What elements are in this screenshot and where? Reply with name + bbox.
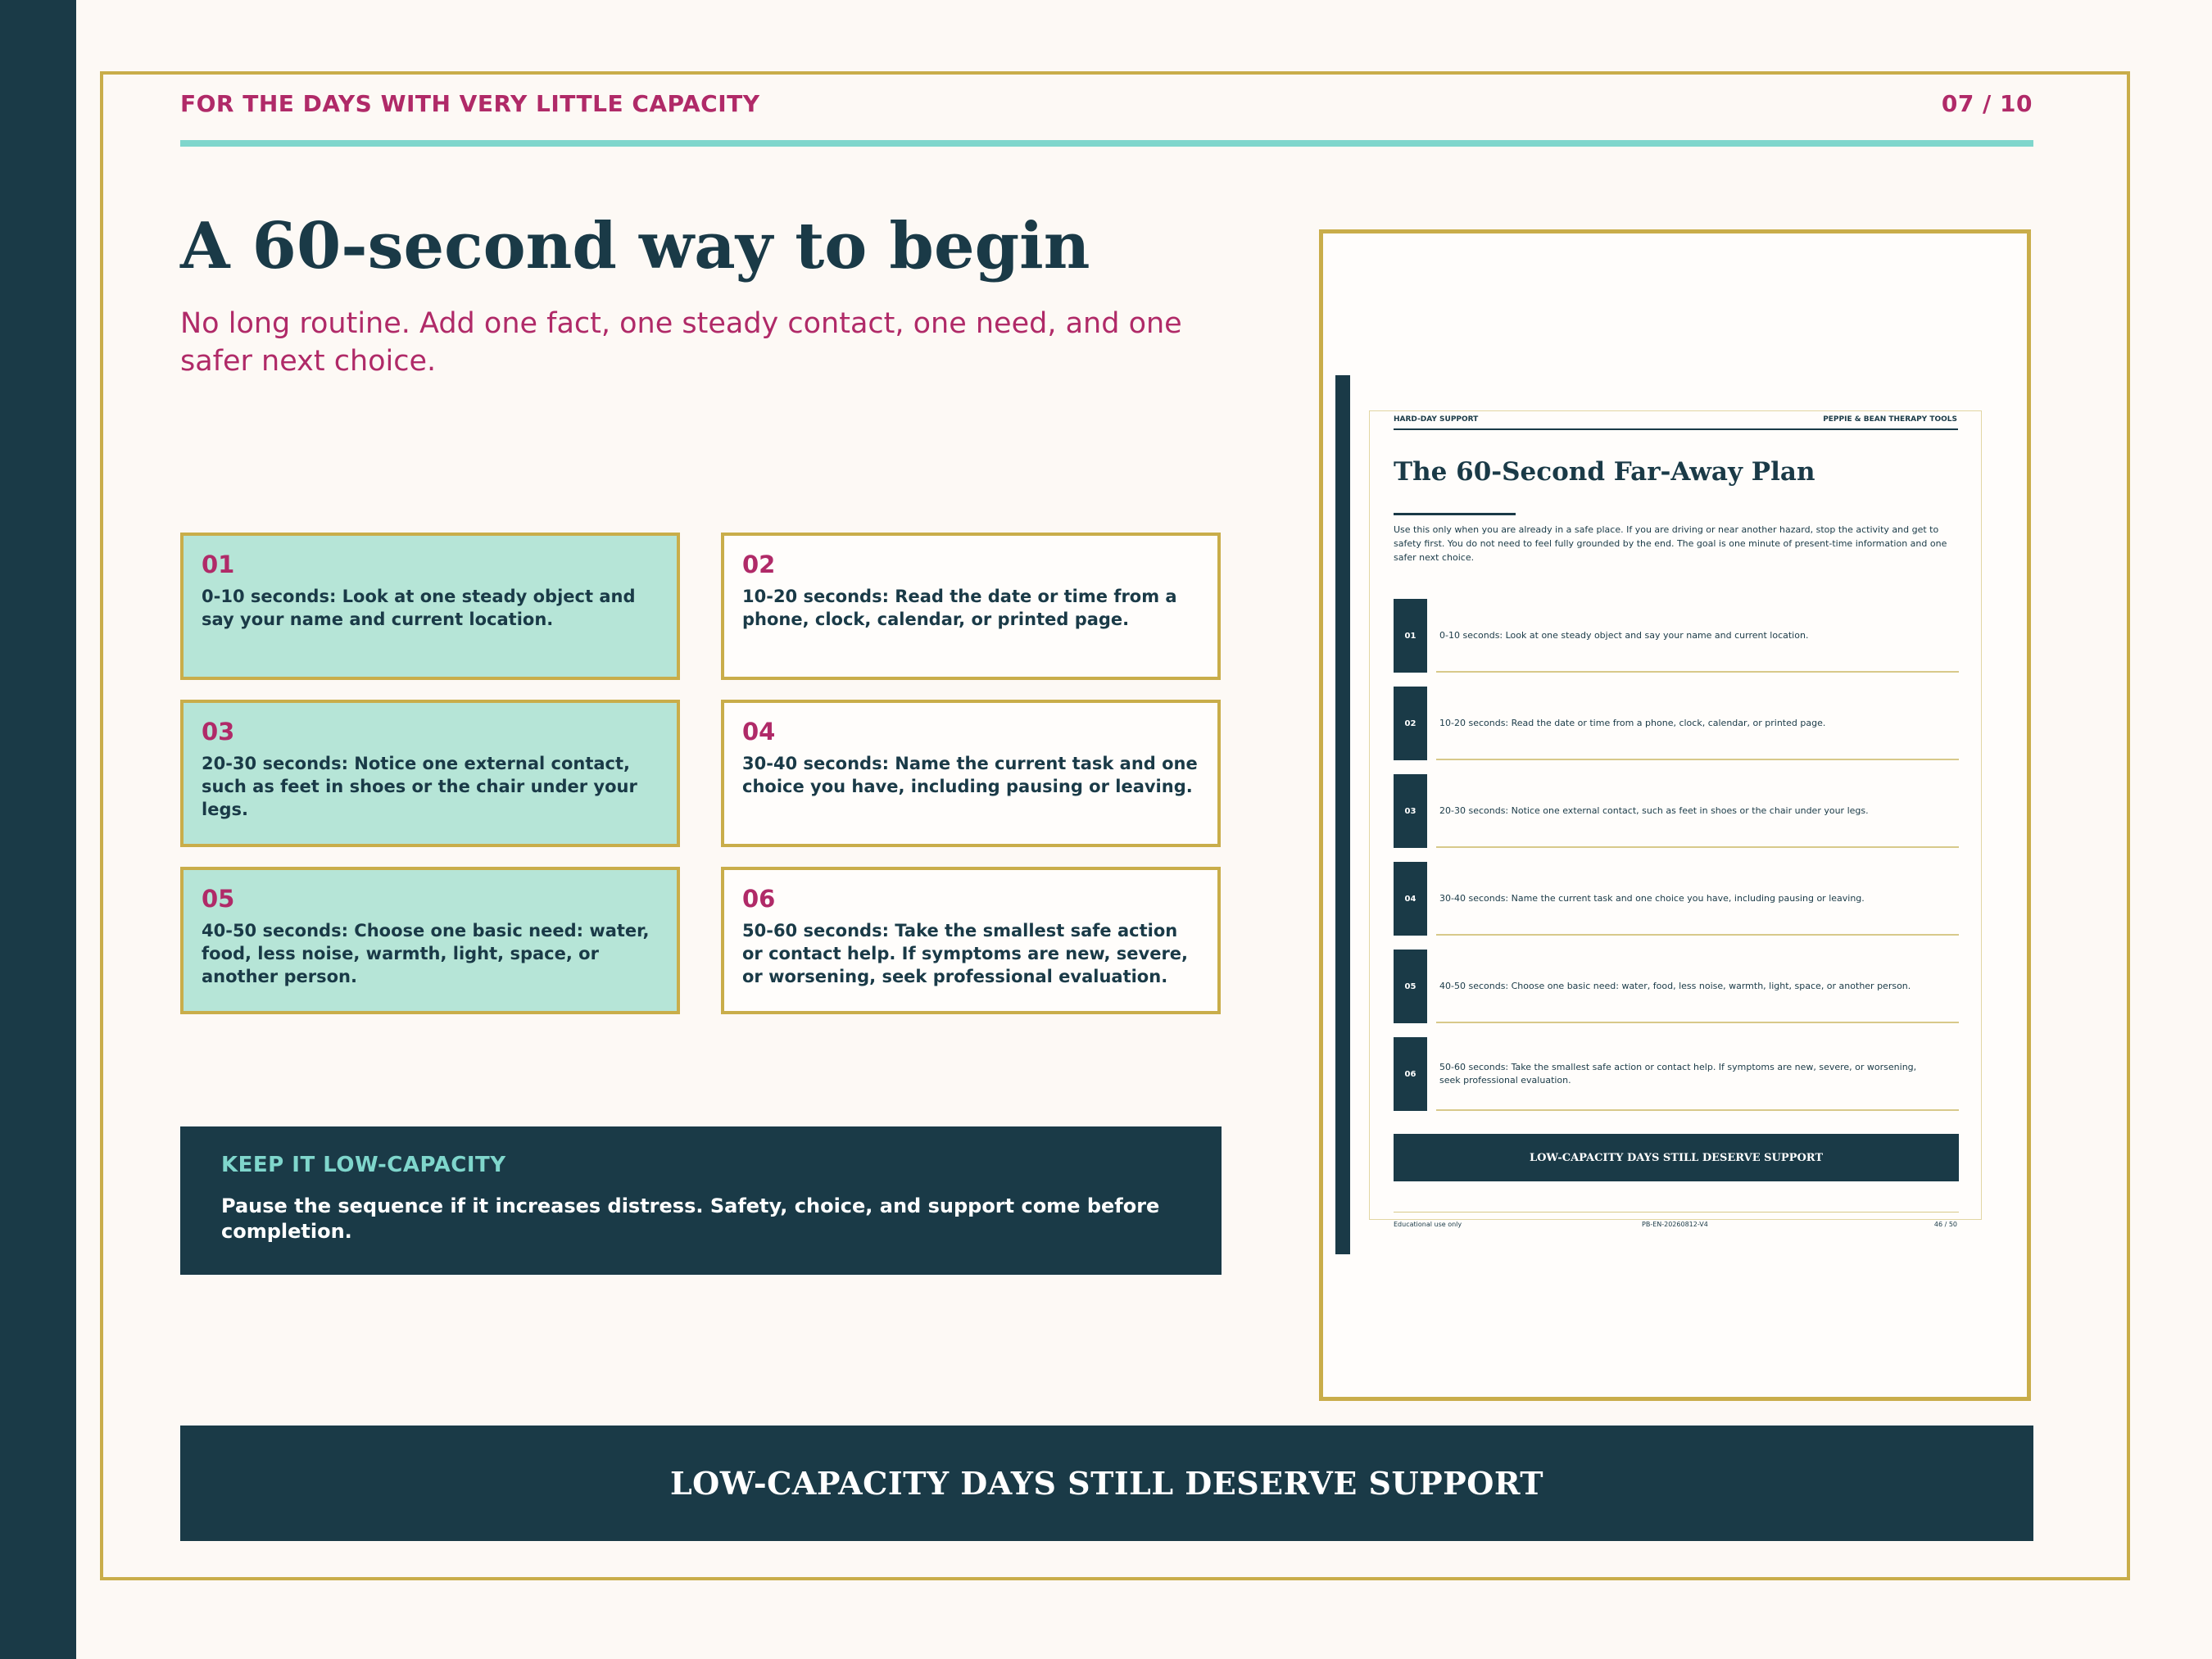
- preview-list-item: [1394, 599, 1959, 673]
- preview-item-divider: [1436, 1022, 1959, 1023]
- preview-list-item: [1394, 687, 1959, 760]
- preview-item-text: 50-60 seconds: Take the smallest safe action or contact help. If symptoms are new, severe, or worsening, seek professional evaluation.: [1439, 1062, 1917, 1086]
- preview-intro: Use this only when you are already in a safe place. If you are driving or near another hazard, stop the activity and get to safety first. You do not need to feel fully grounded by the end. The goal is one minute of present-time information and one safer next choice.: [1394, 524, 1947, 563]
- note-body: Pause the sequence if it increases distress. Safety, choice, and support come before completion.: [221, 1194, 1160, 1243]
- page-title: A 60-second way to begin: [180, 209, 1090, 283]
- preview-item-text: 0-10 seconds: Look at one steady object and say your name and current location.: [1439, 630, 1809, 641]
- footer-banner: [180, 1426, 2033, 1541]
- preview-banner-text: LOW-CAPACITY DAYS STILL DESERVE SUPPORT: [1529, 1151, 1824, 1164]
- preview-list-item: [1394, 862, 1959, 936]
- step-number: 06: [742, 885, 776, 913]
- preview-item-badge: 04: [1394, 862, 1427, 936]
- preview-item-divider: [1436, 1109, 1959, 1111]
- preview-item-text: 10-20 seconds: Read the date or time from a phone, clock, calendar, or printed page.: [1439, 718, 1826, 728]
- step-text: 0-10 seconds: Look at one steady object and say your name and current location.: [202, 587, 636, 629]
- preview-brand-label: PEPPIE & BEAN THERAPY TOOLS: [1823, 415, 1957, 424]
- step-number: 02: [742, 551, 776, 578]
- preview-list-item: [1394, 1037, 1959, 1111]
- step-card-04: [721, 700, 1221, 847]
- preview-footer-left: Educational use only: [1394, 1221, 1462, 1228]
- step-number: 04: [742, 718, 776, 746]
- page-subtitle: No long routine. Add one fact, one steady contact, one need, and one safer next choice.: [180, 307, 1182, 378]
- preview-item-badge: 01: [1394, 599, 1427, 673]
- preview-item-divider: [1436, 671, 1959, 673]
- preview-title: The 60-Second Far-Away Plan: [1394, 457, 1815, 487]
- preview-item-badge: 02: [1394, 687, 1427, 760]
- preview-item-divider: [1436, 759, 1959, 760]
- preview-item-divider: [1436, 846, 1959, 848]
- step-card-02: [721, 533, 1221, 680]
- document-preview-spine: [1335, 375, 1350, 1254]
- eyebrow-label: FOR THE DAYS WITH VERY LITTLE CAPACITY: [180, 90, 760, 117]
- preview-footer-rule: [1394, 1212, 1959, 1213]
- preview-item-text: 40-50 seconds: Choose one basic need: water, food, less noise, warmth, light, space, or another person.: [1439, 981, 1911, 991]
- preview-footer-page: 46 / 50: [1933, 1221, 1957, 1228]
- preview-item-divider: [1436, 934, 1959, 936]
- preview-footer-code: PB-EN-20260812-V4: [1642, 1221, 1708, 1228]
- step-number: 01: [202, 551, 235, 578]
- step-number: 05: [202, 885, 235, 913]
- step-text: 40-50 seconds: Choose one basic need: water, food, less noise, warmth, light, space, or another person.: [202, 921, 650, 986]
- step-text: 30-40 seconds: Name the current task and one choice you have, including pausing or leaving.: [742, 754, 1198, 796]
- preview-item-badge: 03: [1394, 774, 1427, 848]
- document-preview-page: [1369, 410, 1982, 1228]
- preview-item-text: 30-40 seconds: Name the current task and one choice you have, including pausing or leaving.: [1439, 893, 1865, 904]
- preview-list-item: [1394, 950, 1959, 1023]
- preview-item-badge: 05: [1394, 950, 1427, 1023]
- step-text: 20-30 seconds: Notice one external contact, such as feet in shoes or the chair under your legs.: [202, 754, 637, 819]
- step-text: 50-60 seconds: Take the smallest safe action or contact help. If symptoms are new, severe, or worsening, seek professional evaluation.: [742, 921, 1189, 986]
- preview-item-text: 20-30 seconds: Notice one external contact, such as feet in shoes or the chair under your legs.: [1439, 805, 1869, 816]
- note-heading: KEEP IT LOW-CAPACITY: [221, 1153, 506, 1177]
- preview-header-rule: [1394, 428, 1958, 430]
- step-card-01: [180, 533, 680, 680]
- preview-section-label: HARD-DAY SUPPORT: [1394, 415, 1479, 424]
- keep-low-capacity-note: [180, 1126, 1222, 1275]
- header-divider: [180, 140, 2033, 147]
- left-sidebar-bar: [0, 0, 76, 1659]
- preview-banner: [1394, 1134, 1959, 1181]
- step-number: 03: [202, 718, 235, 746]
- step-card-05: [180, 867, 680, 1014]
- preview-item-badge: 06: [1394, 1037, 1427, 1111]
- preview-list-item: [1394, 774, 1959, 848]
- page-number: 07 / 10: [1941, 90, 2033, 117]
- step-card-06: [721, 867, 1221, 1014]
- step-text: 10-20 seconds: Read the date or time from a phone, clock, calendar, or printed page.: [742, 587, 1177, 629]
- preview-title-accent: [1394, 513, 1516, 515]
- step-card-03: [180, 700, 680, 847]
- footer-banner-text: LOW-CAPACITY DAYS STILL DESERVE SUPPORT: [669, 1465, 1544, 1502]
